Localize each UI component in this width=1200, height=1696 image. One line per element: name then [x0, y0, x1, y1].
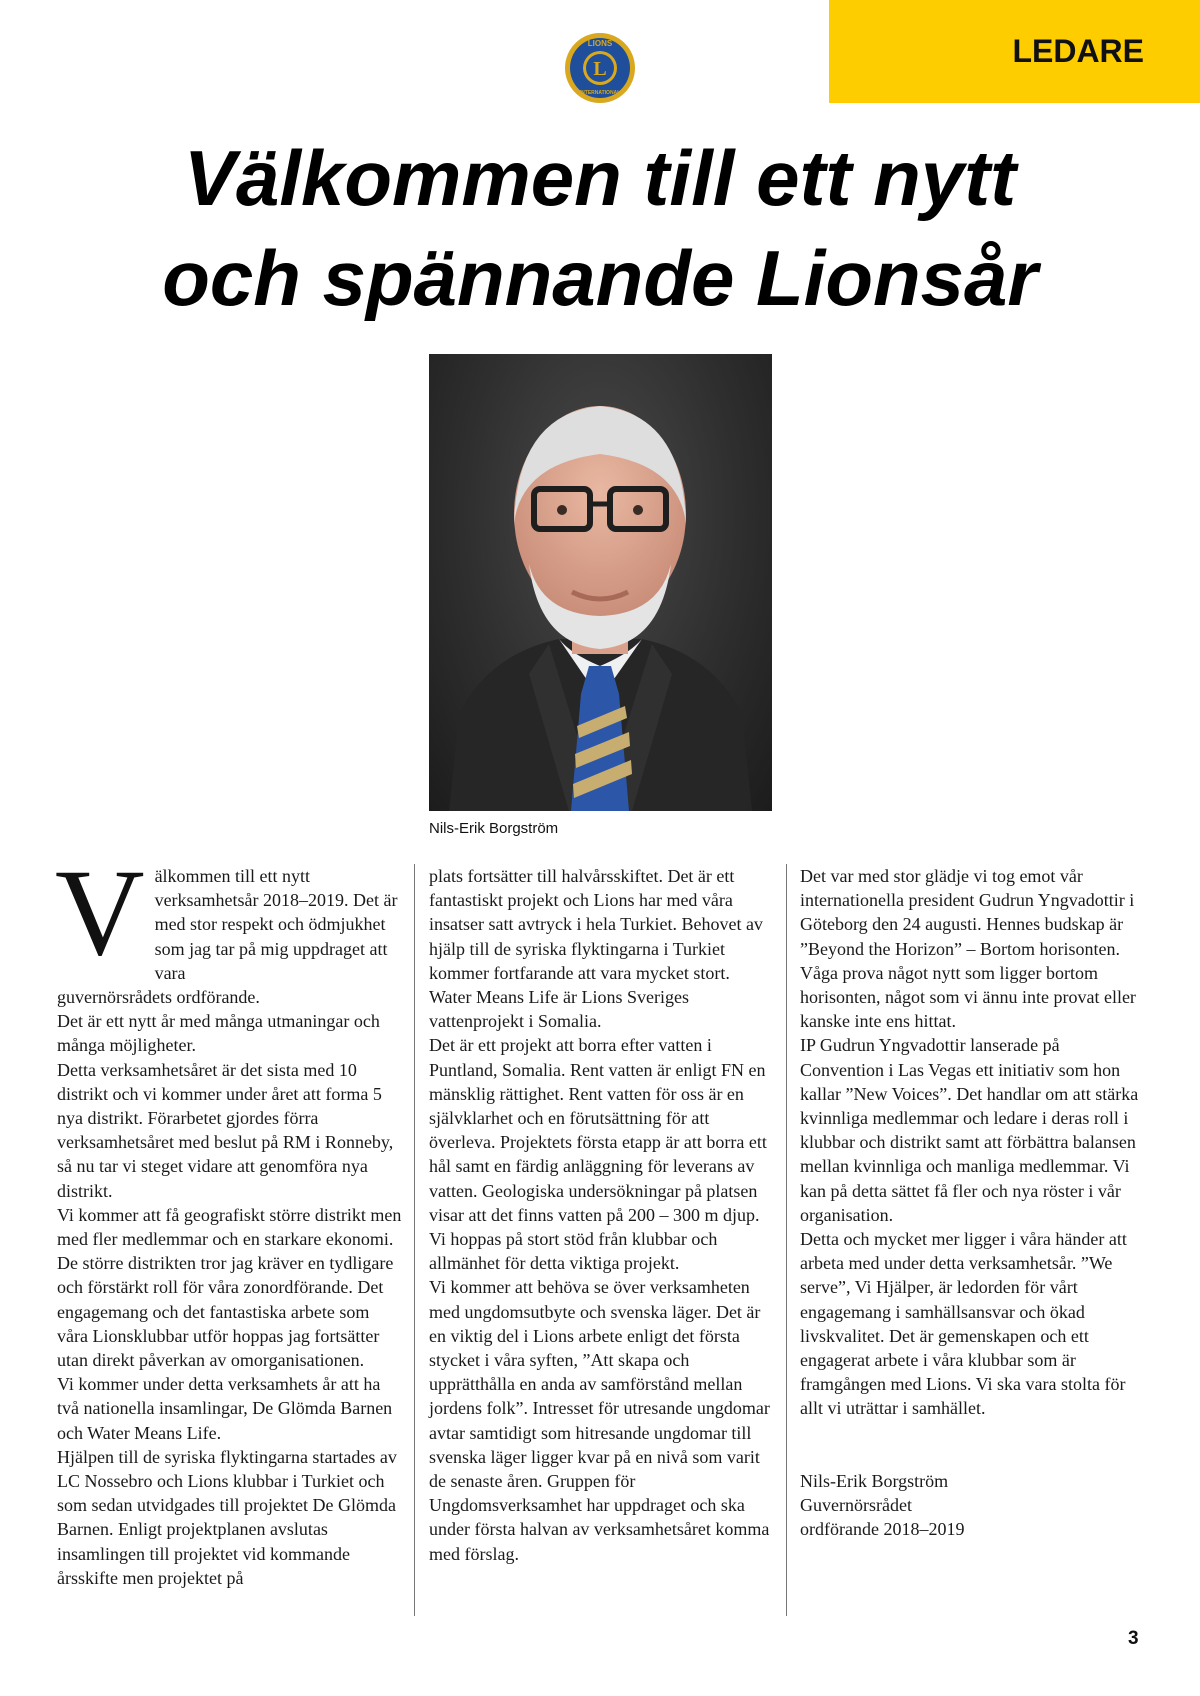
portrait-photo: [429, 354, 772, 811]
title-line-1: Välkommen till ett nytt: [183, 134, 1017, 222]
portrait-illustration: [429, 354, 772, 811]
paragraph: Det är ett nytt år med många utmaningar och många möjligheter.: [57, 1011, 380, 1056]
article-title: [60, 128, 1140, 328]
paragraph-lead: älkommen till ett nytt verksamhetsår 2018–2019. Det är med stor respekt och ödmjukhet som jag tar på mig uppdraget att vara: [154, 866, 398, 983]
column-divider: [414, 864, 415, 1616]
drop-cap: V: [55, 844, 145, 981]
paragraph: Det var med stor glädje vi tog emot vår internationella president Gudrun Yngvadottir i Göteborg den 24 augusti. Hennes budskap är ”Beyond the Horizon” – Bortom horisonten. Våga prova något nytt som ligger bortom horisonten, något som vi ännu inte provat eller kanske inte ens hittat.: [800, 866, 1136, 1032]
paragraph: Det är ett projekt att borra efter vatten i Puntland, Somalia. Rent vatten är enligt FN en mänsklig rättighet. Rent vatten för oss är en självklarhet och en förutsättning för att överleva. Projektets första etapp är att borra ett hål samt en färdig anläggning för leverans av vatten. Geologiska undersökningar på platsen visar att det finns vatten på 200 – 300 m djup. Vi hoppas på stort stöd från klubbar och allmänhet för detta viktiga projekt.: [429, 1035, 767, 1274]
paragraph: Water Means Life är Lions Sveriges vattenprojekt i Somalia.: [429, 987, 689, 1032]
paragraph: Vi kommer att få geografiskt större distrikt men med fler medlemmar och en starkare ekonomi. De större distrikten tror jag kräver en tydligare och förstärkt roll för våra zonordförande. Det engagemang och det fantastiska arbete som våra Lionsklubbar utför hoppas jag fortsätter utan direkt påverkan av omorganisationen.: [57, 1204, 402, 1371]
page-number: 3: [1128, 1628, 1139, 1649]
article-column-2: [429, 864, 774, 1566]
paragraph: plats fortsätter till halvårsskiftet. Det är ett fantastiskt projekt och Lions har med våra insatser satt avtryck i hela Turkiet. Behovet av hjälp till de syriska flyktingarna i Turkiet kommer fortfarande att vara mycket stort.: [429, 866, 763, 983]
photo-caption: Nils-Erik Borgström: [429, 820, 559, 837]
paragraph: Vi kommer under detta verksamhets år att ha två nationella insamlingar, De Glömda Barnen och Water Means Life.: [57, 1374, 393, 1443]
emblem-letter: L: [593, 58, 607, 80]
lions-emblem-icon: [562, 30, 638, 106]
column-divider: [786, 864, 787, 1616]
paragraph-lead-end: guvernörsrådets ordförande.: [57, 987, 260, 1008]
emblem-bottom-text: INTERNATIONAL: [579, 90, 621, 96]
section-tag: LEDARE: [829, 0, 1200, 103]
article-column-1: [55, 844, 402, 1590]
paragraph: Detta verksamhetsåret är det sista med 10 distrikt och vi kommer under året att forma 5 nya distrikt. Förarbetet gjordes förra verksamhetsåret med beslut på RM i Ronneby, så nu tar vi steget vidare att genomföra nya distrikt.: [57, 1059, 394, 1201]
signature-name: Nils-Erik Borgström: [800, 1470, 949, 1491]
paragraph: Detta och mycket mer ligger i våra händer att arbeta med under detta verksamhetsår. ”We serve”, Vi Hjälper, är ledorden för vårt engagemang i samhällsansvar och ökad livskvalitet. Det är gemenskapen och ett engagerat arbete i våra klubbar som är framgången med Lions. Vi ska vara stolta för allt vi uträttar i samhället.: [800, 1229, 1127, 1419]
title-line-2: och spännande Lionsår: [162, 234, 1038, 322]
signature-role: Guvernörsrådet: [800, 1494, 912, 1515]
signature-term: ordförande 2018–2019: [800, 1519, 965, 1540]
emblem-top-text: LIONS: [587, 39, 613, 48]
article-column-3: [800, 864, 1145, 1541]
paragraph: Vi kommer att behöva se över verksamheten med ungdomsutbyte och svenska läger. Det är en viktig del i Lions arbete enligt det första stycket i våra syften, ”Att skapa och upprätthålla en anda av samförstånd mellan jordens folk”. Intresset för utresande ungdomar avtar samtidigt som hitresande ungdomar till svenska läger ligger kvar på en nivå som varit de senaste åren. Gruppen för Ungdomsverksamhet har uppdraget och ska under första halvan av verksamhetsåret komma med förslag.: [429, 1277, 770, 1564]
paragraph: IP Gudrun Yngvadottir lanserade på Convention i Las Vegas ett initiativ som hon kallar ”New Voices”. Det handlar om att stärka kvinnliga medlemmar och ledare i deras roll i klubbar och distrikt samt att förbättra balansen mellan kvinnliga och manliga medlemmar. Vi kan på detta sättet få fler och nya röster i vår organisation.: [800, 1035, 1139, 1225]
signature-spacer: [800, 1421, 1145, 1469]
paragraph: Hjälpen till de syriska flyktingarna startades av LC Nossebro och Lions klubbar i Turkiet och som sedan utvidgades till projektet De Glömda Barnen. Enligt projektplanen avslutas insamlingen till projektet vid kommande årsskifte men projektet på: [57, 1446, 397, 1588]
